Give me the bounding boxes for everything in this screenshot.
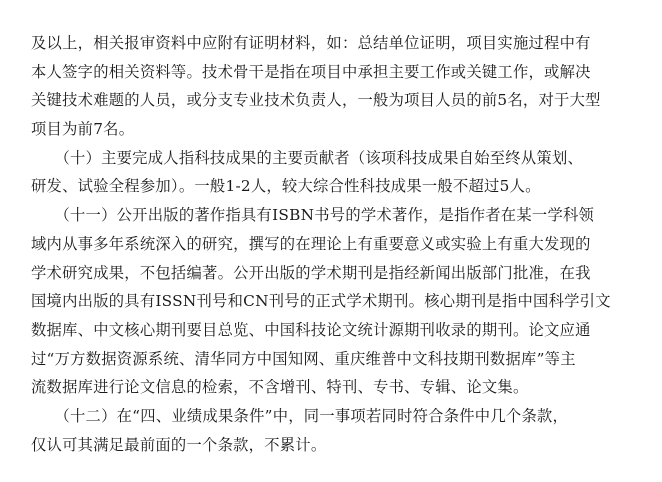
paragraph-11-line: 过“万方数据资源系统、清华同方中国知网、重庆维普中文科技期刊数据库”等主 xyxy=(31,349,576,368)
paragraph-12-line: （十二）在“四、业绩成果条件”中，同一事项若同时符合条件中几个条款， xyxy=(31,406,569,425)
paragraph-10-line: 研发、试验全程参加）。一般1-2人，较大综合性科技成果一般不超过5人。 xyxy=(31,177,541,196)
text-line: 关键技术难题的人员，或分支专业技术负责人，一般为项目人员的前5名，对于大型 xyxy=(31,91,601,110)
text-line: 及以上，相关报审资料中应附有证明材料，如：总结单位证明，项目实施过程中有 xyxy=(31,34,591,52)
paragraph-11-line: 学术研究成果，不包括编著。公开出版的学术期刊是指经新闻出版部门批准，在我 xyxy=(31,263,591,282)
text-line: 项目为前7名。 xyxy=(31,120,135,139)
document-body xyxy=(31,29,631,459)
paragraph-11-line: 国境内出版的具有ISSN刊号和CN刊号的正式学术期刊。核心期刊是指中国科学引文 xyxy=(31,292,611,311)
paragraph-11-line: （十一）公开出版的著作指具有ISBN书号的学术著作，是指作者在某一学科领 xyxy=(31,206,595,225)
text-line: 本人签字的相关资料等。技术骨干是指在项目中承担主要工作或关键工作，或解决 xyxy=(31,62,591,81)
paragraph-12-line: 仅认可其满足最前面的一个条款，不累计。 xyxy=(31,435,327,454)
paragraph-10-line: （十）主要完成人指科技成果的主要贡献者（该项科技成果自始至终从策划、 xyxy=(31,148,584,167)
paragraph-11-line: 数据库、中文核心期刊要目总览、中国科技论文统计源期刊收录的期刊。论文应通 xyxy=(31,320,591,339)
paragraph-11-line: 流数据库进行论文信息的检索，不含增刊、特刊、专书、专辑、论文集。 xyxy=(31,378,529,397)
paragraph-11-line: 域内从事多年系统深入的研究，撰写的在理论上有重要意义或实验上有重大发现的 xyxy=(31,234,591,253)
